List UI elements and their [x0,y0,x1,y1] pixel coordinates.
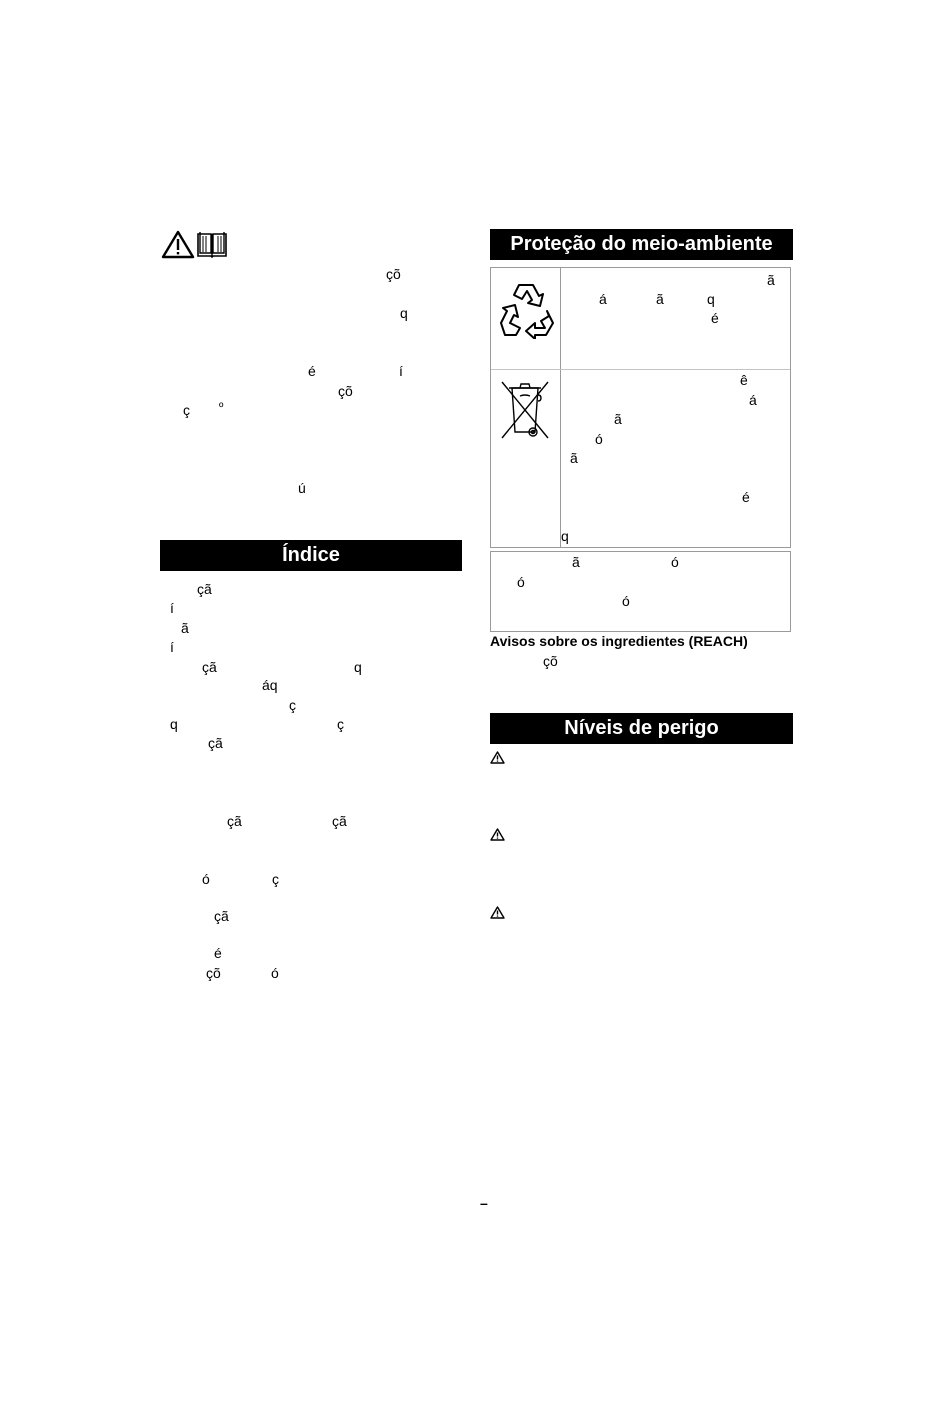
note-fragment: ã [572,554,580,570]
index-fragment: ç [289,697,296,713]
danger-levels-heading: Níveis de perigo [490,713,793,744]
index-fragment: q [354,659,362,675]
recycle-fragment: ã [656,291,664,307]
recycle-fragment: q [707,291,715,307]
intro-fragment: q [400,305,408,321]
recycle-fragment: ã [767,272,775,288]
page-number-mark: – [480,1195,488,1211]
reach-heading: Avisos sobre os ingredientes (REACH) [490,633,748,649]
disposal-fragment: q [561,528,569,544]
intro-fragment: í [399,363,403,379]
index-fragment: çã [227,813,242,829]
disposal-fragment: á [749,392,757,408]
index-fragment: ç [272,871,279,887]
disposal-fragment: é [742,489,750,505]
index-fragment: çã [214,908,229,924]
index-fragment: çã [202,659,217,675]
recycle-fragment: á [599,291,607,307]
warning-triangle-icon [490,751,505,764]
index-fragment: q [170,716,178,732]
index-heading: Índice [160,540,462,571]
intro-fragment: ç [183,402,190,418]
intro-fragment: çõ [338,383,353,399]
index-fragment: í [170,600,174,616]
warning-triangle-icon [490,906,505,919]
index-fragment: ã [181,620,189,636]
intro-fragment: º [219,400,224,414]
index-fragment: ó [271,965,279,981]
disposal-fragment: ã [614,411,622,427]
note-fragment: ó [622,593,630,609]
environment-heading: Proteção do meio-ambiente [490,229,793,260]
index-fragment: é [214,945,222,961]
recycle-icon [497,281,555,339]
warning-triangle-icon [161,230,195,259]
intro-fragment: é [308,363,316,379]
disposal-fragment: ó [595,431,603,447]
index-fragment: ç [337,716,344,732]
index-fragment: çã [332,813,347,829]
reach-fragment: çõ [543,653,558,669]
note-box [490,551,791,632]
intro-fragment: ú [298,480,306,496]
note-fragment: ó [517,574,525,590]
intro-fragment: çõ [386,266,401,282]
table-divider [560,268,561,547]
disposal-fragment: ê [740,372,748,388]
manual-book-icon [196,230,228,259]
recycle-fragment: é [711,310,719,326]
table-row-divider [491,369,790,370]
index-fragment: í [170,639,174,655]
disposal-fragment: ã [570,450,578,466]
index-fragment: áq [262,677,278,693]
warning-triangle-icon [490,828,505,841]
index-fragment: çã [208,735,223,751]
index-fragment: ó [202,871,210,887]
index-fragment: çõ [206,965,221,981]
note-fragment: ó [671,554,679,570]
index-fragment: çã [197,581,212,597]
crossed-bin-icon [500,378,550,440]
